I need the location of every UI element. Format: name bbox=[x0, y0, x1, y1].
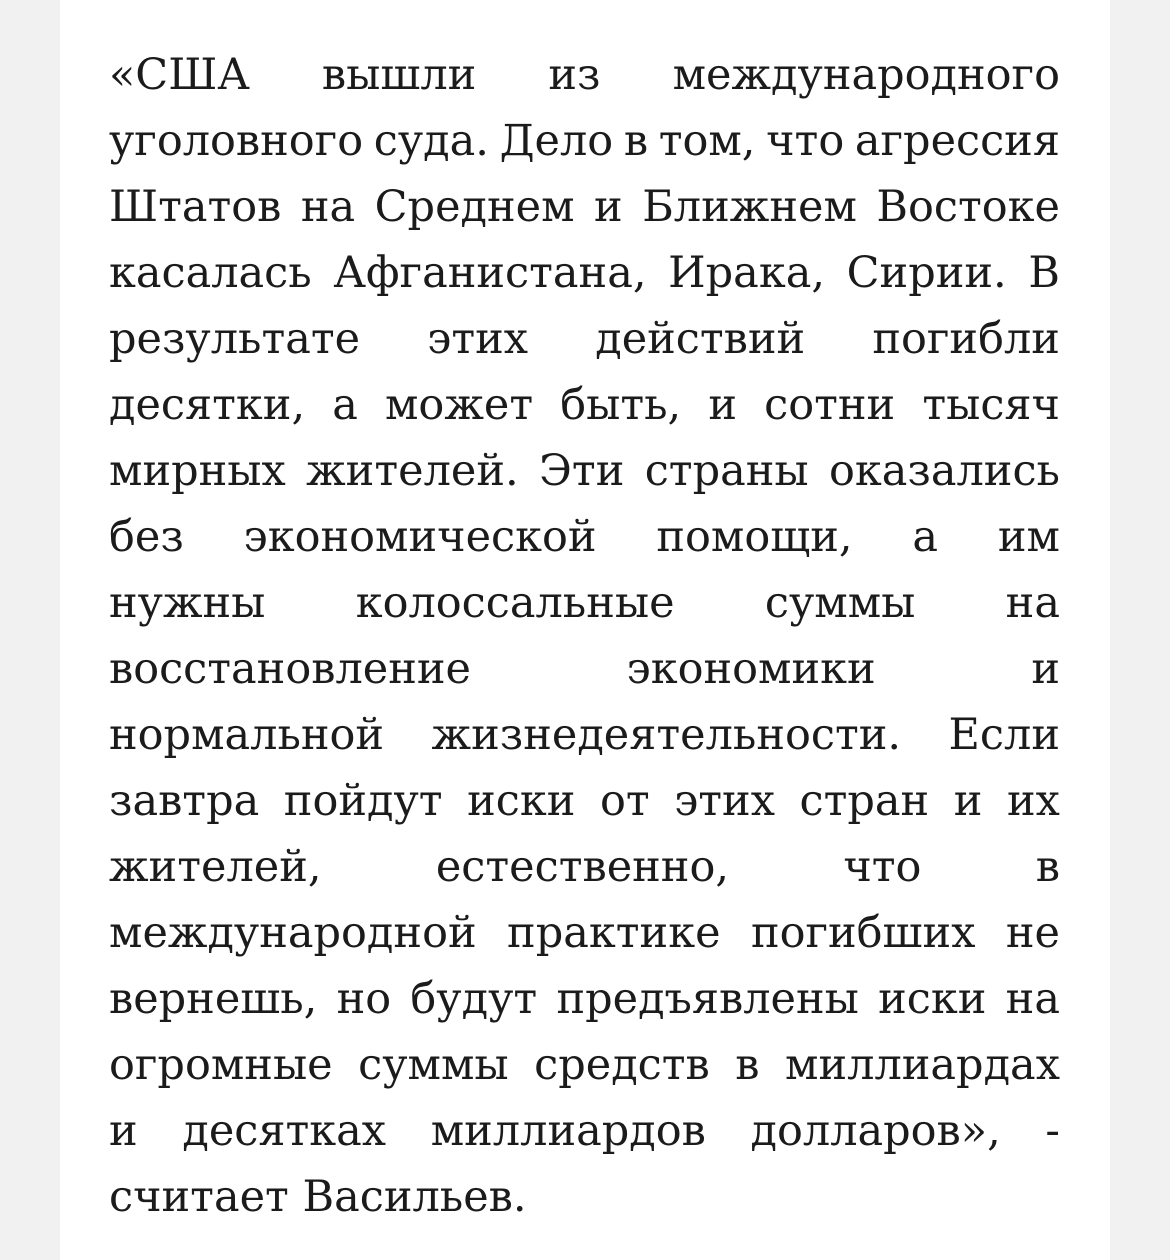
word: иски bbox=[467, 776, 576, 826]
word: в bbox=[1035, 842, 1060, 892]
text-line bbox=[109, 438, 1060, 504]
word: что bbox=[766, 116, 845, 166]
word: восстановление bbox=[109, 644, 471, 694]
word: в bbox=[735, 1040, 760, 1090]
word: сотни bbox=[764, 380, 896, 430]
word: том, bbox=[658, 116, 756, 166]
text-line bbox=[109, 372, 1060, 438]
word: что bbox=[843, 842, 922, 892]
word: предъявлены bbox=[556, 974, 859, 1024]
word: Среднем bbox=[374, 182, 575, 232]
word: от bbox=[599, 776, 650, 826]
word: миллиардов bbox=[430, 1106, 706, 1156]
text-line bbox=[109, 42, 1060, 108]
word: миллиардах bbox=[785, 1040, 1060, 1090]
word: может bbox=[384, 380, 534, 430]
word: международного bbox=[672, 50, 1060, 100]
word: действий bbox=[595, 314, 806, 364]
word: Штатов bbox=[109, 182, 282, 232]
word: этих bbox=[674, 776, 775, 826]
word: погибших bbox=[750, 908, 976, 958]
word: им bbox=[997, 512, 1060, 562]
text-line-last: считает Васильев. bbox=[109, 1172, 527, 1222]
text-line bbox=[109, 636, 1060, 702]
word: суда. bbox=[373, 116, 489, 166]
word: и bbox=[1031, 644, 1060, 694]
text-line bbox=[109, 570, 1060, 636]
word: пойдут bbox=[283, 776, 443, 826]
word: но bbox=[336, 974, 392, 1024]
text-line bbox=[109, 900, 1060, 966]
word: огромные bbox=[109, 1040, 333, 1090]
word: их bbox=[1006, 776, 1060, 826]
word: вышли bbox=[321, 50, 477, 100]
word: Сирии. bbox=[846, 248, 1007, 298]
text-line bbox=[109, 966, 1060, 1032]
word: - bbox=[1045, 1106, 1060, 1156]
word: Эти bbox=[539, 446, 625, 496]
word: иски bbox=[878, 974, 987, 1024]
word: Ближнем bbox=[642, 182, 857, 232]
word: погибли bbox=[872, 314, 1060, 364]
text-line bbox=[109, 174, 1060, 240]
word: нужны bbox=[109, 578, 266, 628]
word: завтра bbox=[109, 776, 260, 826]
word: агрессия bbox=[854, 116, 1060, 166]
word: касалась bbox=[109, 248, 312, 298]
word: Если bbox=[948, 710, 1060, 760]
word: Ирака, bbox=[668, 248, 825, 298]
word: из bbox=[548, 50, 601, 100]
word: и bbox=[109, 1106, 138, 1156]
text-line bbox=[109, 108, 1060, 174]
word: суммы bbox=[358, 1040, 509, 1090]
word: жителей. bbox=[306, 446, 519, 496]
text-line bbox=[109, 834, 1060, 900]
word: на bbox=[1005, 974, 1060, 1024]
word: естественно, bbox=[435, 842, 730, 892]
text-line bbox=[109, 702, 1060, 768]
word: Афганистана, bbox=[333, 248, 647, 298]
word: средств bbox=[534, 1040, 710, 1090]
word: международной bbox=[109, 908, 477, 958]
word: тысяч bbox=[922, 380, 1060, 430]
word: вернешь, bbox=[109, 974, 318, 1024]
word: и bbox=[953, 776, 983, 826]
word: на bbox=[1005, 578, 1060, 628]
word: быть, bbox=[560, 380, 682, 430]
word: практике bbox=[507, 908, 721, 958]
word: нормальной bbox=[109, 710, 385, 760]
word: колоссальные bbox=[355, 578, 675, 628]
word: результате bbox=[109, 314, 361, 364]
word: не bbox=[1005, 908, 1060, 958]
text-line bbox=[109, 1098, 1060, 1164]
word: экономики bbox=[626, 644, 876, 694]
word: а bbox=[332, 380, 358, 430]
text-line bbox=[109, 240, 1060, 306]
word: десятках bbox=[182, 1106, 387, 1156]
word: Востоке bbox=[876, 182, 1060, 232]
word: уголовного bbox=[109, 116, 364, 166]
word: десятки, bbox=[109, 380, 306, 430]
word: жизнедеятельности. bbox=[431, 710, 902, 760]
word: страны bbox=[644, 446, 809, 496]
word: Дело bbox=[499, 116, 614, 166]
text-line bbox=[109, 306, 1060, 372]
word: помощи, bbox=[656, 512, 853, 562]
word: а bbox=[912, 512, 939, 562]
word: суммы bbox=[764, 578, 916, 628]
word: оказались bbox=[828, 446, 1060, 496]
word: и bbox=[708, 380, 737, 430]
word: экономической bbox=[243, 512, 597, 562]
word: будут bbox=[410, 974, 538, 1024]
word: и bbox=[594, 182, 623, 232]
word: долларов», bbox=[750, 1106, 1001, 1156]
text-line bbox=[109, 1032, 1060, 1098]
quote-paragraph bbox=[109, 42, 1060, 1230]
text-line bbox=[109, 504, 1060, 570]
word: на bbox=[300, 182, 356, 232]
word: стран bbox=[799, 776, 930, 826]
word: «США bbox=[109, 50, 250, 100]
word: без bbox=[109, 512, 184, 562]
text-line bbox=[109, 768, 1060, 834]
word: жителей, bbox=[109, 842, 322, 892]
word: В bbox=[1028, 248, 1060, 298]
article-page bbox=[60, 0, 1110, 1260]
word: в bbox=[623, 116, 649, 166]
word: мирных bbox=[109, 446, 286, 496]
word: этих bbox=[427, 314, 529, 364]
